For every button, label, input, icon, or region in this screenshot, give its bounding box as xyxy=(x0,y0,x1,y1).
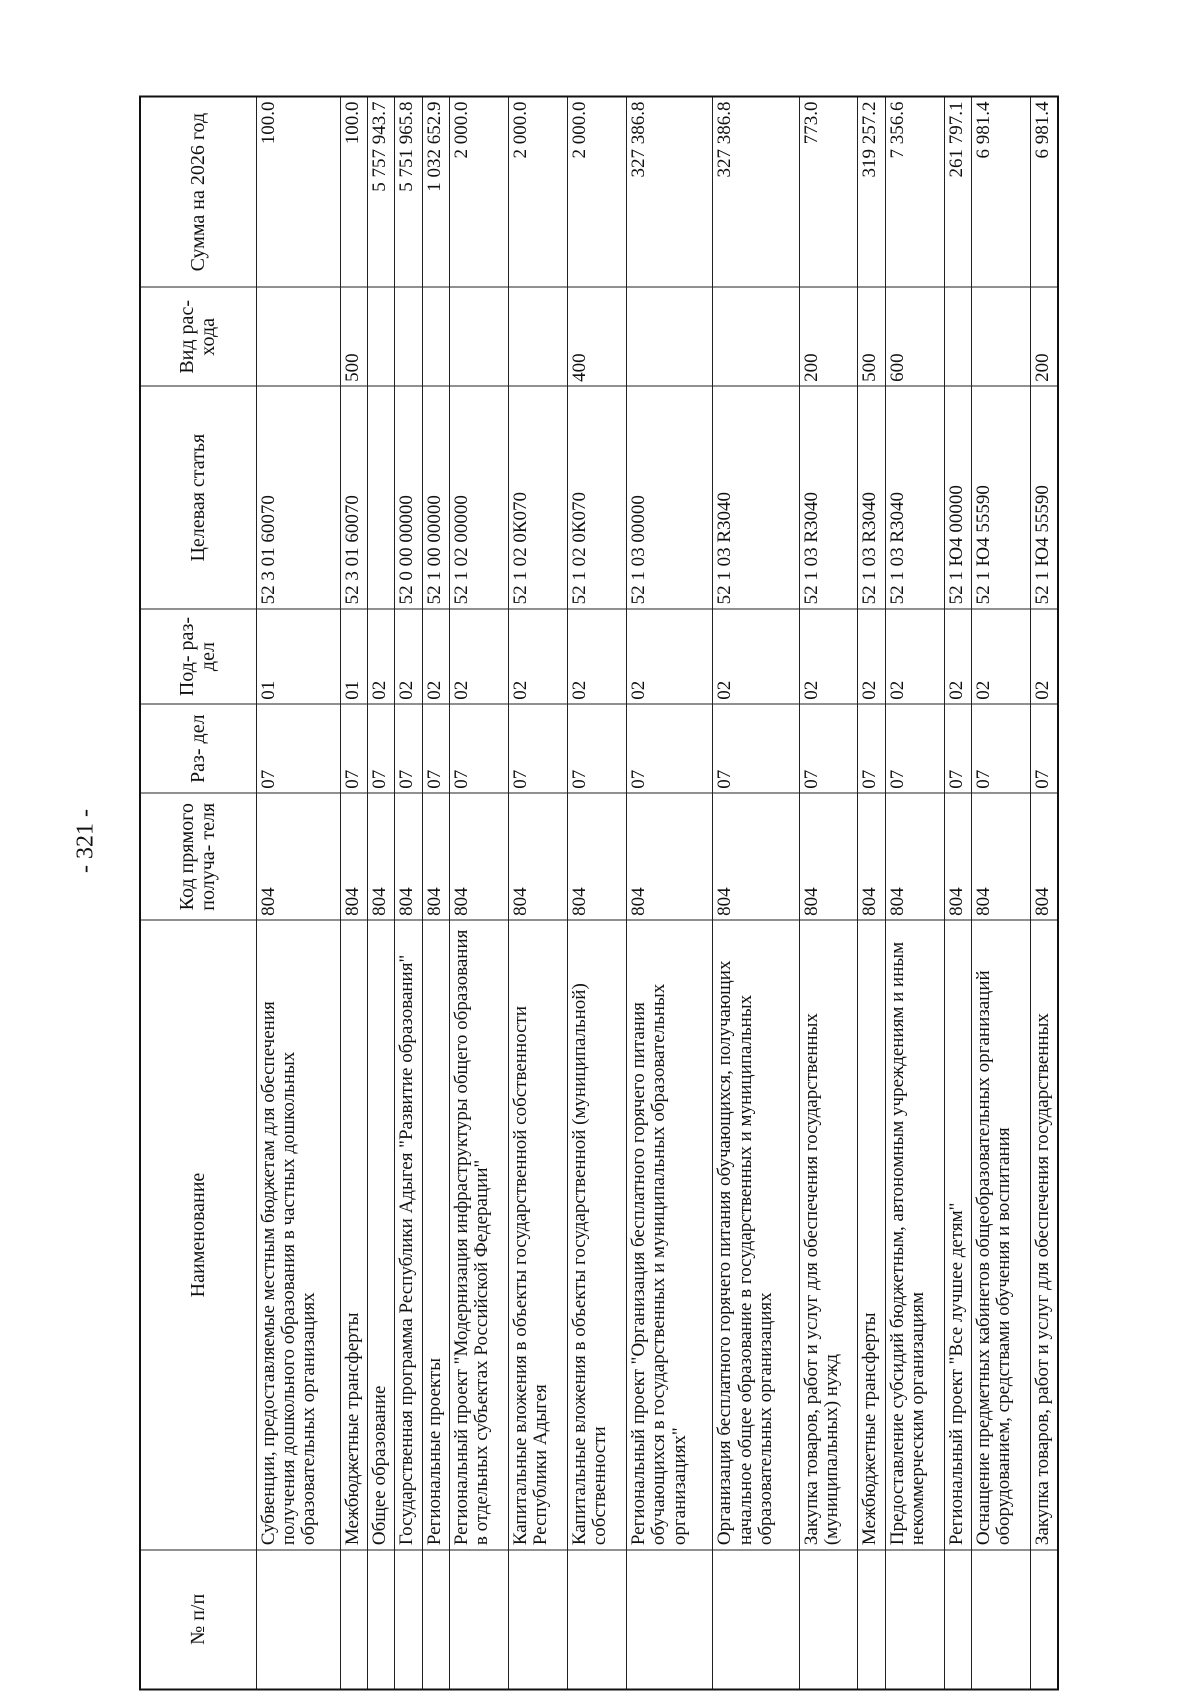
table-row xyxy=(799,97,858,1690)
cell-name: Государственная программа Республики Адыгея "Развитие образования" xyxy=(395,920,422,1549)
header-target: Целевая статья xyxy=(140,386,256,608)
cell-name: Региональный проект "Все лучшее детям" xyxy=(944,920,971,1549)
cell-recipient: 804 xyxy=(450,793,509,920)
cell-target: 52 1 Ю4 55590 xyxy=(972,386,1031,608)
cell-section: 07 xyxy=(509,704,568,793)
cell-name: Оснащение предметных кабинетов общеобразовательных организаций оборудованием, средствами обучения и воспитания xyxy=(972,920,1031,1549)
cell-section: 07 xyxy=(885,704,944,793)
header-amount: Сумма на 2026 год xyxy=(140,97,256,288)
cell-name: Региональный проект "Организация бесплатного горячего питания обучающихся в государственных и муниципальных образовательных организациях" xyxy=(626,920,712,1549)
table-row xyxy=(395,97,422,1690)
cell-recipient: 804 xyxy=(713,793,799,920)
cell-recipient: 804 xyxy=(509,793,568,920)
cell-amount: 2 000.0 xyxy=(450,97,509,288)
cell-recipient: 804 xyxy=(626,793,712,920)
cell-section: 07 xyxy=(568,704,627,793)
cell-section: 07 xyxy=(713,704,799,793)
cell-exp-type: 500 xyxy=(858,287,885,386)
cell-num xyxy=(256,1550,340,1690)
table-row xyxy=(858,97,885,1690)
cell-amount: 773.0 xyxy=(799,97,858,288)
cell-num xyxy=(885,1550,944,1690)
rotated-table-wrapper xyxy=(139,96,1059,1691)
page-number: - 321 - xyxy=(72,809,99,873)
cell-recipient: 804 xyxy=(1031,793,1058,920)
cell-section: 07 xyxy=(395,704,422,793)
cell-num xyxy=(858,1550,885,1690)
cell-amount: 6 981.4 xyxy=(1031,97,1058,288)
budget-table xyxy=(139,96,1059,1691)
cell-name: Предоставление субсидий бюджетным, автономным учреждениям и иным некоммерческим организациям xyxy=(885,920,944,1549)
cell-target: 52 1 03 R3040 xyxy=(858,386,885,608)
cell-subsection: 01 xyxy=(340,609,367,704)
cell-recipient: 804 xyxy=(799,793,858,920)
cell-exp-type xyxy=(713,287,799,386)
cell-section: 07 xyxy=(256,704,340,793)
cell-num xyxy=(568,1550,627,1690)
cell-section: 07 xyxy=(422,704,449,793)
cell-name: Региональный проект "Модернизация инфраструктуры общего образования в отдельных субъектах Российской Федерации" xyxy=(450,920,509,1549)
cell-amount: 100.0 xyxy=(340,97,367,288)
cell-amount: 319 257.2 xyxy=(858,97,885,288)
table-row xyxy=(509,97,568,1690)
cell-section: 07 xyxy=(944,704,971,793)
cell-target: 52 3 01 60070 xyxy=(256,386,340,608)
cell-exp-type: 400 xyxy=(568,287,627,386)
cell-name: Закупка товаров, работ и услуг для обеспечения государственных xyxy=(1031,920,1058,1549)
cell-target: 52 1 03 R3040 xyxy=(713,386,799,608)
table-row xyxy=(422,97,449,1690)
table-row xyxy=(1031,97,1058,1690)
cell-target: 52 1 Ю4 00000 xyxy=(944,386,971,608)
cell-section: 07 xyxy=(368,704,395,793)
cell-target: 52 3 01 60070 xyxy=(340,386,367,608)
cell-target: 52 1 02 0К070 xyxy=(509,386,568,608)
cell-recipient: 804 xyxy=(368,793,395,920)
cell-amount: 6 981.4 xyxy=(972,97,1031,288)
cell-exp-type xyxy=(450,287,509,386)
cell-num xyxy=(509,1550,568,1690)
cell-subsection: 02 xyxy=(450,609,509,704)
cell-subsection: 02 xyxy=(568,609,627,704)
cell-name: Региональные проекты xyxy=(422,920,449,1549)
cell-recipient: 804 xyxy=(885,793,944,920)
cell-exp-type xyxy=(626,287,712,386)
cell-target: 52 1 02 00000 xyxy=(450,386,509,608)
cell-exp-type: 200 xyxy=(1031,287,1058,386)
table-row xyxy=(713,97,799,1690)
cell-exp-type xyxy=(395,287,422,386)
table-row xyxy=(626,97,712,1690)
cell-name: Межбюджетные трансферты xyxy=(340,920,367,1549)
cell-section: 07 xyxy=(450,704,509,793)
cell-name: Капитальные вложения в объекты государственной собственности Республики Адыгея xyxy=(509,920,568,1549)
table-row xyxy=(568,97,627,1690)
cell-num xyxy=(626,1550,712,1690)
cell-target: 52 1 Ю4 55590 xyxy=(1031,386,1058,608)
header-section: Раз- дел xyxy=(140,704,256,793)
cell-subsection: 02 xyxy=(395,609,422,704)
cell-subsection: 02 xyxy=(368,609,395,704)
cell-name: Организация бесплатного горячего питания обучающихся, получающих начальное общее образование в государственных и муниципальных образовательных организациях xyxy=(713,920,799,1549)
cell-amount: 7 356.6 xyxy=(885,97,944,288)
cell-subsection: 02 xyxy=(858,609,885,704)
cell-num xyxy=(799,1550,858,1690)
header-subsection: Под- раз- дел xyxy=(140,609,256,704)
header-num: № п/п xyxy=(140,1550,256,1690)
cell-amount: 327 386.8 xyxy=(713,97,799,288)
cell-num xyxy=(395,1550,422,1690)
cell-section: 07 xyxy=(340,704,367,793)
cell-amount: 1 032 652.9 xyxy=(422,97,449,288)
cell-recipient: 804 xyxy=(340,793,367,920)
cell-name: Субвенции, предоставляемые местным бюджетам для обеспечения получения дошкольного образования в частных дошкольных образовательных организациях xyxy=(256,920,340,1549)
cell-num xyxy=(944,1550,971,1690)
cell-recipient: 804 xyxy=(972,793,1031,920)
cell-recipient: 804 xyxy=(944,793,971,920)
cell-recipient: 804 xyxy=(395,793,422,920)
cell-exp-type: 200 xyxy=(799,287,858,386)
cell-section: 07 xyxy=(858,704,885,793)
cell-num xyxy=(972,1550,1031,1690)
cell-num xyxy=(340,1550,367,1690)
cell-target: 52 1 03 R3040 xyxy=(799,386,858,608)
cell-section: 07 xyxy=(799,704,858,793)
cell-recipient: 804 xyxy=(422,793,449,920)
cell-exp-type xyxy=(509,287,568,386)
cell-target: 52 1 00 00000 xyxy=(422,386,449,608)
cell-name: Межбюджетные трансферты xyxy=(858,920,885,1549)
cell-exp-type xyxy=(368,287,395,386)
cell-exp-type: 600 xyxy=(885,287,944,386)
table-row xyxy=(972,97,1031,1690)
cell-amount: 261 797.1 xyxy=(944,97,971,288)
cell-exp-type xyxy=(256,287,340,386)
cell-subsection: 02 xyxy=(626,609,712,704)
table-header-row xyxy=(140,97,256,1690)
cell-name: Общее образование xyxy=(368,920,395,1549)
cell-amount: 5 751 965.8 xyxy=(395,97,422,288)
cell-exp-type xyxy=(972,287,1031,386)
cell-subsection: 02 xyxy=(509,609,568,704)
cell-target xyxy=(368,386,395,608)
cell-amount: 100.0 xyxy=(256,97,340,288)
header-name: Наименование xyxy=(140,920,256,1549)
cell-subsection: 02 xyxy=(944,609,971,704)
cell-amount: 2 000.0 xyxy=(509,97,568,288)
cell-subsection: 02 xyxy=(1031,609,1058,704)
cell-num xyxy=(368,1550,395,1690)
table-row xyxy=(450,97,509,1690)
cell-amount: 327 386.8 xyxy=(626,97,712,288)
cell-section: 07 xyxy=(972,704,1031,793)
cell-subsection: 02 xyxy=(422,609,449,704)
cell-target: 52 1 03 R3040 xyxy=(885,386,944,608)
cell-num xyxy=(422,1550,449,1690)
cell-num xyxy=(450,1550,509,1690)
cell-name: Капитальные вложения в объекты государственной (муниципальной) собственности xyxy=(568,920,627,1549)
cell-exp-type xyxy=(944,287,971,386)
cell-name: Закупка товаров, работ и услуг для обеспечения государственных (муниципальных) нужд xyxy=(799,920,858,1549)
cell-recipient: 804 xyxy=(568,793,627,920)
cell-amount: 5 757 943.7 xyxy=(368,97,395,288)
header-recipient: Код прямого получа- теля xyxy=(140,793,256,920)
table-row xyxy=(368,97,395,1690)
cell-recipient: 804 xyxy=(858,793,885,920)
table-row xyxy=(256,97,340,1690)
table-row xyxy=(885,97,944,1690)
cell-recipient: 804 xyxy=(256,793,340,920)
table-row xyxy=(944,97,971,1690)
cell-subsection: 02 xyxy=(799,609,858,704)
cell-subsection: 02 xyxy=(972,609,1031,704)
cell-exp-type xyxy=(422,287,449,386)
cell-num xyxy=(1031,1550,1058,1690)
table-row xyxy=(340,97,367,1690)
cell-target: 52 1 03 00000 xyxy=(626,386,712,608)
cell-subsection: 02 xyxy=(885,609,944,704)
header-exp-type: Вид рас- хода xyxy=(140,287,256,386)
cell-subsection: 02 xyxy=(713,609,799,704)
cell-section: 07 xyxy=(1031,704,1058,793)
cell-exp-type: 500 xyxy=(340,287,367,386)
cell-target: 52 1 02 0К070 xyxy=(568,386,627,608)
cell-num xyxy=(713,1550,799,1690)
cell-subsection: 01 xyxy=(256,609,340,704)
cell-section: 07 xyxy=(626,704,712,793)
cell-amount: 2 000.0 xyxy=(568,97,627,288)
cell-target: 52 0 00 00000 xyxy=(395,386,422,608)
